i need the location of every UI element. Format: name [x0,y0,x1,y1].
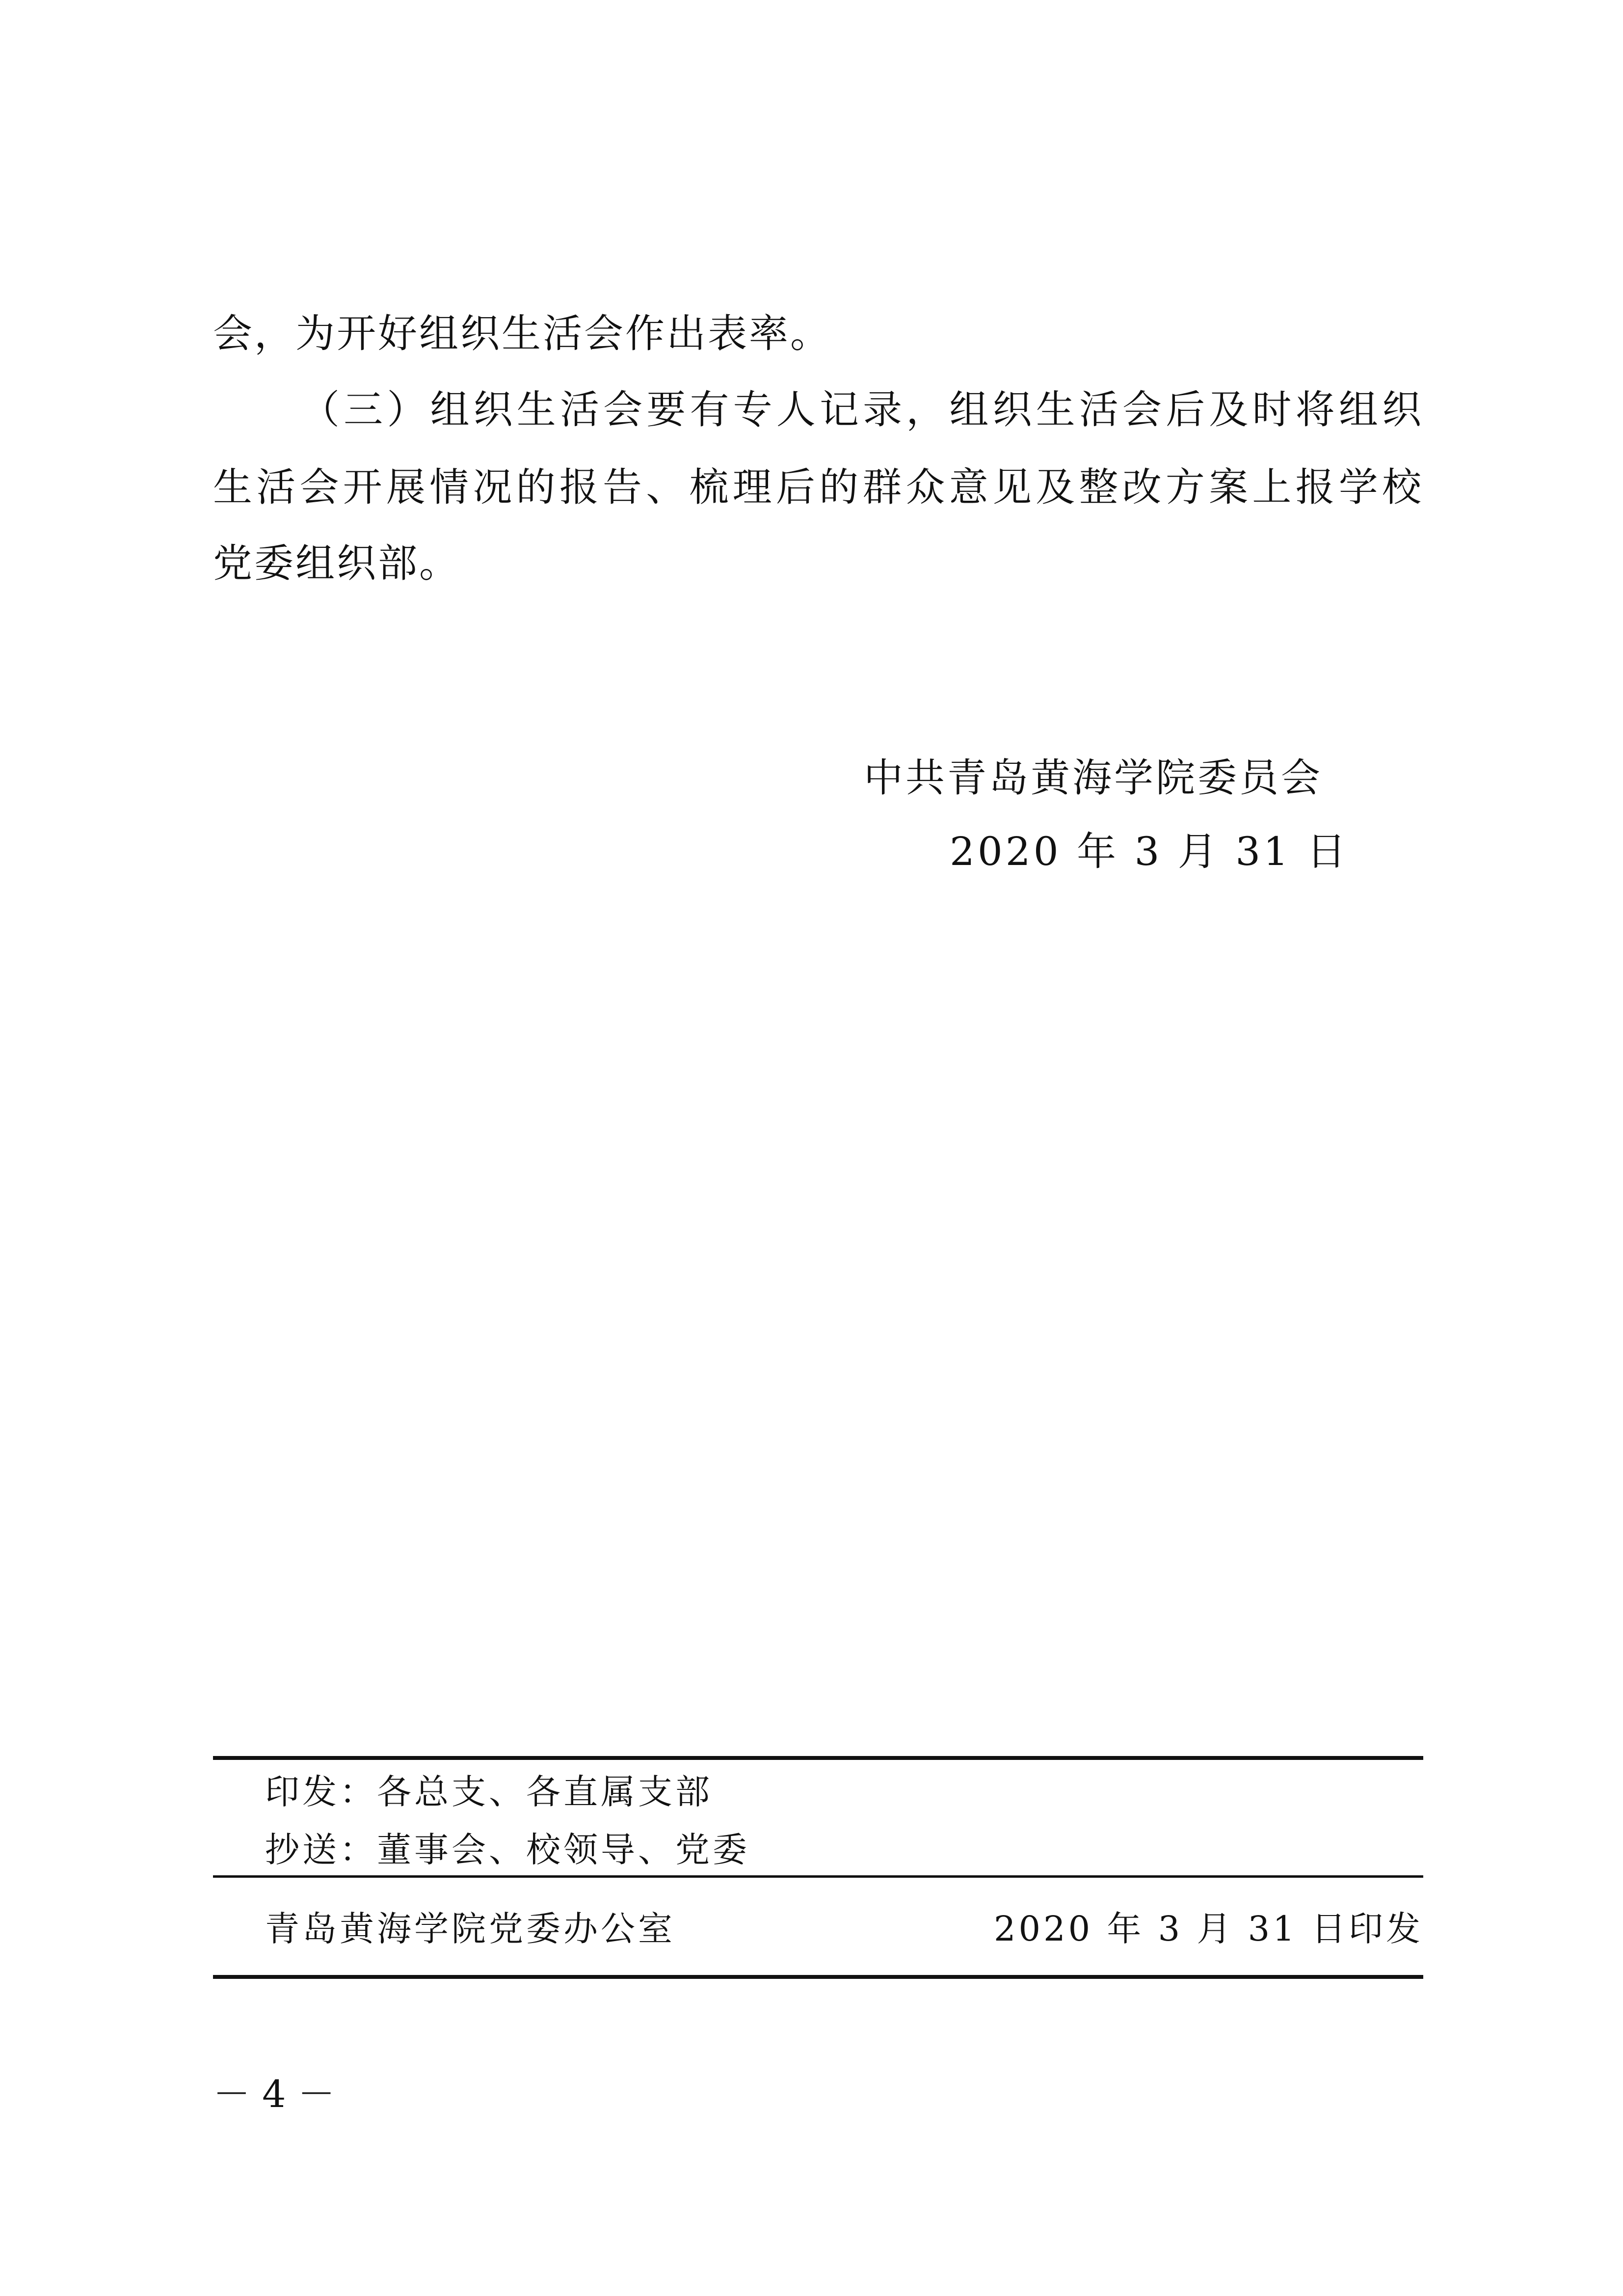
signature-organization: 中共青岛黄海学院委员会 [864,755,1323,801]
body-text-line: （三）组织生活会要有专人记录，组织生活会后及时将组织 [300,387,1423,432]
signature-date: 2020 年 3 月 31 日 [950,829,1349,874]
bottom-divider [213,1975,1423,1979]
copy-distribution: 抄送：董事会、校领导、党委 [265,1830,750,1870]
middle-divider [213,1875,1423,1878]
body-text-line: 生活会开展情况的报告、梳理后的群众意见及整改方案上报学校 [213,464,1423,510]
page-number: － 4 － [213,2072,335,2116]
print-distribution: 印发：各总支、各直属支部 [265,1772,713,1812]
issuing-office: 青岛黄海学院党委办公室 [265,1909,675,1949]
body-text-line: 党委组织部。 [213,540,460,586]
issue-date: 2020 年 3 月 31 日印发 [994,1909,1424,1949]
body-text-line: 会，为开好组织生活会作出表率。 [213,311,831,356]
top-divider [213,1756,1423,1760]
